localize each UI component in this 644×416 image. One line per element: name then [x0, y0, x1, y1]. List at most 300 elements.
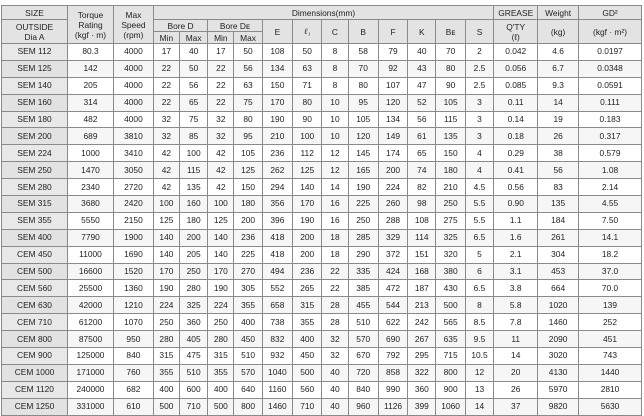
table-cell: 640 — [234, 381, 262, 398]
table-row — [2, 280, 642, 297]
header-s: S — [465, 20, 493, 44]
table-cell: 510 — [234, 348, 262, 365]
table-cell: 1070 — [114, 314, 154, 331]
table-cell: 288 — [378, 212, 407, 229]
table-cell: 472 — [378, 280, 407, 297]
table-cell: 210 — [436, 179, 465, 196]
table-cell: 743 — [579, 348, 642, 365]
table-cell: 61200 — [67, 314, 113, 331]
table-cell: 224 — [208, 297, 234, 314]
table-cell: 100 — [208, 196, 234, 213]
table-cell: 1060 — [436, 398, 465, 415]
table-cell: 80 — [293, 94, 322, 111]
table-cell: 265 — [293, 280, 322, 297]
table-cell: 105 — [348, 111, 378, 128]
header-bore-d-min: Min — [153, 32, 179, 44]
table-cell: 213 — [408, 297, 436, 314]
table-cell: 380 — [436, 263, 465, 280]
header-dia: Dia A — [24, 31, 45, 42]
header-torque-line3: (kgf · m) — [74, 29, 107, 40]
table-cell: 1360 — [114, 280, 154, 297]
table-cell: 610 — [114, 398, 154, 415]
table-cell: 32 — [322, 348, 348, 365]
table-cell: 510 — [348, 314, 378, 331]
table-cell: 3 — [465, 111, 493, 128]
table-cell: 28 — [322, 314, 348, 331]
header-dimensions: Dimensions(mm) — [153, 6, 493, 20]
table-cell: 56 — [538, 162, 579, 179]
table-cell: 4000 — [114, 60, 154, 77]
size-cell: SEM 140 — [2, 77, 68, 94]
size-cell: CEM 560 — [2, 280, 68, 297]
table-cell: 52 — [408, 94, 436, 111]
table-cell: 1900 — [114, 229, 154, 246]
table-cell: 224 — [378, 179, 407, 196]
table-cell: 1160 — [262, 381, 292, 398]
table-row — [2, 398, 642, 415]
table-cell: 290 — [348, 246, 378, 263]
table-cell: 170 — [293, 196, 322, 213]
table-cell: 18 — [322, 246, 348, 263]
table-cell: 7.50 — [579, 212, 642, 229]
table-cell: 315 — [208, 348, 234, 365]
table-cell: 63 — [293, 60, 322, 77]
table-cell: 0.317 — [579, 128, 642, 145]
table-cell: 544 — [378, 297, 407, 314]
table-cell: 355 — [293, 314, 322, 331]
table-cell: 1460 — [538, 314, 579, 331]
table-cell: 0.042 — [494, 44, 538, 61]
table-cell: 22 — [322, 280, 348, 297]
table-cell: 100 — [153, 196, 179, 213]
table-cell: 552 — [262, 280, 292, 297]
table-cell: 100 — [179, 145, 207, 162]
table-cell: 400 — [293, 331, 322, 348]
table-cell: 3.1 — [494, 263, 538, 280]
table-cell: 950 — [114, 331, 154, 348]
table-cell: 74 — [408, 162, 436, 179]
table-cell: 150 — [262, 77, 292, 94]
table-cell: 5 — [465, 246, 493, 263]
table-cell: 1470 — [67, 162, 113, 179]
table-cell: 710 — [179, 398, 207, 415]
table-cell: 250 — [179, 263, 207, 280]
table-cell: 200 — [293, 229, 322, 246]
table-cell: 150 — [436, 145, 465, 162]
table-cell: 0.14 — [494, 111, 538, 128]
size-cell: SEM 200 — [2, 128, 68, 145]
table-cell: 4 — [465, 162, 493, 179]
table-cell: 56 — [234, 60, 262, 77]
table-cell: 139 — [579, 297, 642, 314]
table-cell: 250 — [436, 196, 465, 213]
table-cell: 22 — [322, 263, 348, 280]
table-cell: 14 — [465, 398, 493, 415]
header-torque-line1: Torque — [77, 9, 104, 20]
table-cell: 140 — [208, 246, 234, 263]
table-row — [2, 145, 642, 162]
table-cell: 622 — [378, 314, 407, 331]
table-cell: 500 — [293, 364, 322, 381]
table-cell: 145 — [348, 145, 378, 162]
table-cell: 108 — [408, 212, 436, 229]
table-cell: 40 — [322, 398, 348, 415]
header-max-speed-line3: (rpm) — [123, 29, 144, 40]
table-cell: 87500 — [67, 331, 113, 348]
table-cell: 3 — [465, 128, 493, 145]
table-cell: 570 — [348, 331, 378, 348]
header-weight-unit: (kg) — [538, 20, 579, 44]
table-cell: 170 — [208, 263, 234, 280]
table-cell: 600 — [179, 381, 207, 398]
table-cell: 42 — [153, 145, 179, 162]
table-cell: 80 — [234, 111, 262, 128]
header-weight: Weight — [538, 6, 579, 20]
table-cell: 2340 — [67, 179, 113, 196]
table-cell: 664 — [538, 280, 579, 297]
header-bore-de: Bore Dᴇ — [208, 20, 262, 32]
table-cell: 331000 — [67, 398, 113, 415]
table-cell: 174 — [378, 145, 407, 162]
table-cell: 80.3 — [67, 44, 113, 61]
table-cell: 135 — [436, 128, 465, 145]
table-cell: 510 — [179, 364, 207, 381]
table-cell: 22 — [208, 60, 234, 77]
table-cell: 115 — [179, 162, 207, 179]
table-cell: 4000 — [114, 94, 154, 111]
table-row — [2, 162, 642, 179]
table-cell: 42 — [153, 179, 179, 196]
table-cell: 280 — [153, 331, 179, 348]
table-row — [2, 381, 642, 398]
table-cell: 261 — [538, 229, 579, 246]
table-cell: 170 — [153, 263, 179, 280]
table-cell: 10 — [322, 94, 348, 111]
table-cell: 168 — [408, 263, 436, 280]
table-cell: 9.3 — [538, 77, 579, 94]
table-row — [2, 212, 642, 229]
table-row — [2, 196, 642, 213]
table-cell: 2.5 — [465, 77, 493, 94]
size-cell: SEM 224 — [2, 145, 68, 162]
table-cell: 149 — [378, 128, 407, 145]
table-cell: 355 — [153, 364, 179, 381]
table-cell: 115 — [436, 111, 465, 128]
table-cell: 800 — [234, 398, 262, 415]
table-cell: 42000 — [67, 297, 113, 314]
table-cell: 26 — [494, 381, 538, 398]
table-cell: 832 — [262, 331, 292, 348]
header-grease: GREASE — [494, 6, 538, 20]
table-cell: 2.1 — [494, 246, 538, 263]
table-cell: 190 — [293, 212, 322, 229]
table-cell: 50 — [179, 60, 207, 77]
table-row — [2, 179, 642, 196]
table-cell: 250 — [153, 314, 179, 331]
table-cell: 20 — [494, 364, 538, 381]
table-cell: 840 — [348, 381, 378, 398]
table-cell: 960 — [348, 398, 378, 415]
table-cell: 32 — [153, 111, 179, 128]
table-cell: 399 — [408, 398, 436, 415]
table-cell: 50 — [234, 44, 262, 61]
header-be: Bᴇ — [436, 20, 465, 44]
table-cell: 500 — [153, 398, 179, 415]
table-row — [2, 331, 642, 348]
table-cell: 500 — [208, 398, 234, 415]
table-cell: 14 — [494, 348, 538, 365]
table-cell: 42 — [153, 162, 179, 179]
table-cell: 236 — [262, 145, 292, 162]
table-cell: 236 — [234, 229, 262, 246]
table-cell: 315 — [293, 297, 322, 314]
table-cell: 95 — [234, 128, 262, 145]
header-bore-de-max: Max — [234, 32, 262, 44]
header-f: F — [378, 20, 407, 44]
header-max-speed — [114, 6, 154, 44]
header-gd2: GD² — [579, 6, 642, 20]
table-cell: 42 — [208, 145, 234, 162]
table-cell: 0.0591 — [579, 77, 642, 94]
table-cell: 12 — [322, 162, 348, 179]
header-bore-d: Bore D — [153, 20, 207, 32]
table-cell: 98 — [408, 196, 436, 213]
table-cell: 295 — [408, 348, 436, 365]
table-cell: 720 — [348, 364, 378, 381]
table-cell: 187 — [408, 280, 436, 297]
table-cell: 140 — [208, 229, 234, 246]
table-cell: 18.2 — [579, 246, 642, 263]
table-cell: 200 — [234, 212, 262, 229]
table-row — [2, 263, 642, 280]
table-cell: 1000 — [67, 145, 113, 162]
table-cell: 1210 — [114, 297, 154, 314]
table-cell: 160 — [179, 196, 207, 213]
table-cell: 682 — [114, 381, 154, 398]
table-cell: 25500 — [67, 280, 113, 297]
table-cell: 658 — [262, 297, 292, 314]
table-cell: 710 — [293, 398, 322, 415]
header-outside: OUTSIDE — [15, 21, 54, 32]
table-cell: 125 — [208, 212, 234, 229]
table-cell: 1520 — [114, 263, 154, 280]
table-cell: 304 — [538, 246, 579, 263]
table-cell: 14 — [322, 179, 348, 196]
header-gd2-unit: (kgf · m²) — [579, 20, 642, 44]
table-cell: 5630 — [579, 398, 642, 415]
table-cell: 689 — [67, 128, 113, 145]
table-cell: 108 — [262, 44, 292, 61]
header-k: K — [408, 20, 436, 44]
table-cell: 325 — [436, 229, 465, 246]
table-cell: 32 — [208, 128, 234, 145]
table-cell: 225 — [234, 246, 262, 263]
size-cell: CEM 630 — [2, 297, 68, 314]
table-cell: 200 — [293, 246, 322, 263]
table-cell: 38 — [538, 145, 579, 162]
table-cell: 224 — [153, 297, 179, 314]
table-cell: 32 — [322, 331, 348, 348]
table-cell: 570 — [234, 364, 262, 381]
table-cell: 4000 — [114, 77, 154, 94]
table-cell: 494 — [262, 263, 292, 280]
table-cell: 635 — [436, 331, 465, 348]
table-cell: 0.0197 — [579, 44, 642, 61]
table-cell: 17 — [208, 44, 234, 61]
header-bore-d-max: Max — [179, 32, 207, 44]
table-cell: 11000 — [67, 246, 113, 263]
header-size: SIZE — [2, 6, 68, 20]
table-cell: 1126 — [378, 398, 407, 415]
table-cell: 1690 — [114, 246, 154, 263]
table-cell: 1040 — [262, 364, 292, 381]
table-cell: 3020 — [538, 348, 579, 365]
table-cell: 125 — [153, 212, 179, 229]
table-cell: 22 — [153, 60, 179, 77]
table-cell: 22 — [153, 94, 179, 111]
table-cell: 360 — [408, 381, 436, 398]
table-cell: 19 — [538, 111, 579, 128]
table-cell: 11 — [494, 331, 538, 348]
header-qty-line2: (ℓ) — [511, 31, 520, 42]
table-cell: 14.1 — [579, 229, 642, 246]
table-header — [2, 6, 642, 44]
table-cell: 0.579 — [579, 145, 642, 162]
size-cell: SEM 250 — [2, 162, 68, 179]
table-row — [2, 60, 642, 77]
table-cell: 112 — [293, 145, 322, 162]
size-cell: SEM 400 — [2, 229, 68, 246]
table-cell: 250 — [208, 314, 234, 331]
table-cell: 450 — [234, 331, 262, 348]
table-cell: 2420 — [114, 196, 154, 213]
table-cell: 560 — [293, 381, 322, 398]
table-cell: 37 — [494, 398, 538, 415]
table-cell: 5.5 — [465, 196, 493, 213]
table-cell: 140 — [293, 179, 322, 196]
table-cell: 500 — [436, 297, 465, 314]
table-cell: 670 — [348, 348, 378, 365]
table-cell: 151 — [408, 246, 436, 263]
table-cell: 10 — [322, 128, 348, 145]
table-cell: 2 — [465, 44, 493, 61]
table-row — [2, 44, 642, 61]
table-cell: 315 — [153, 348, 179, 365]
size-cell: CEM 710 — [2, 314, 68, 331]
table-cell: 690 — [378, 331, 407, 348]
table-cell: 4130 — [538, 364, 579, 381]
table-cell: 8.5 — [465, 314, 493, 331]
table-cell: 5.8 — [494, 297, 538, 314]
table-cell: 482 — [67, 111, 113, 128]
table-cell: 105 — [234, 145, 262, 162]
table-cell: 12 — [465, 364, 493, 381]
table-cell: 105 — [436, 94, 465, 111]
header-max-speed-line2: Speed — [121, 19, 146, 30]
header-l1: ℓ₁ — [293, 20, 322, 44]
table-cell: 13 — [465, 381, 493, 398]
table-cell: 356 — [262, 196, 292, 213]
table-cell: 190 — [348, 179, 378, 196]
table-cell: 3410 — [114, 145, 154, 162]
table-cell: 125000 — [67, 348, 113, 365]
table-cell: 5970 — [538, 381, 579, 398]
size-cell: SEM 355 — [2, 212, 68, 229]
table-cell: 70 — [436, 44, 465, 61]
table-cell: 450 — [293, 348, 322, 365]
header-qty — [494, 20, 538, 44]
table-cell: 40 — [322, 381, 348, 398]
header-max-speed-line1: Max — [125, 9, 142, 20]
table-cell: 0.29 — [494, 145, 538, 162]
table-cell: 92 — [378, 60, 407, 77]
table-cell: 360 — [179, 314, 207, 331]
table-cell: 305 — [234, 280, 262, 297]
table-cell: 3050 — [114, 162, 154, 179]
table-cell: 329 — [378, 229, 407, 246]
table-cell: 405 — [179, 331, 207, 348]
table-cell: 475 — [179, 348, 207, 365]
table-cell: 22 — [208, 77, 234, 94]
table-cell: 9.5 — [465, 331, 493, 348]
header-b: B — [348, 20, 378, 44]
header-qty-line1: Q'TY — [506, 21, 526, 32]
table-cell: 205 — [67, 77, 113, 94]
table-cell: 355 — [208, 364, 234, 381]
table-cell: 65 — [408, 145, 436, 162]
table-cell: 322 — [408, 364, 436, 381]
table-cell: 40 — [322, 364, 348, 381]
table-cell: 418 — [262, 229, 292, 246]
table-row — [2, 111, 642, 128]
table-cell: 37.0 — [579, 263, 642, 280]
table-cell: 170 — [262, 94, 292, 111]
table-cell: 0.056 — [494, 60, 538, 77]
size-cell: SEM 160 — [2, 94, 68, 111]
table-cell: 56 — [179, 77, 207, 94]
table-cell: 12 — [322, 145, 348, 162]
table-cell: 205 — [179, 246, 207, 263]
table-row — [2, 77, 642, 94]
table-cell: 1440 — [579, 364, 642, 381]
table-cell: 135 — [179, 179, 207, 196]
size-cell: SEM 315 — [2, 196, 68, 213]
table-cell: 16600 — [67, 263, 113, 280]
table-cell: 200 — [378, 162, 407, 179]
table-cell: 792 — [378, 348, 407, 365]
size-cell: SEM 112 — [2, 44, 68, 61]
table-cell: 8 — [322, 77, 348, 94]
table-cell: 43 — [408, 60, 436, 77]
table-cell: 6 — [465, 263, 493, 280]
table-cell: 372 — [378, 246, 407, 263]
table-cell: 42 — [208, 162, 234, 179]
table-cell: 400 — [234, 314, 262, 331]
table-cell: 325 — [179, 297, 207, 314]
table-cell: 40 — [408, 44, 436, 61]
table-cell: 355 — [234, 297, 262, 314]
table-cell: 2090 — [538, 331, 579, 348]
table-cell: 47 — [408, 77, 436, 94]
table-cell: 17 — [153, 44, 179, 61]
table-cell: 190 — [153, 280, 179, 297]
table-cell: 418 — [262, 246, 292, 263]
table-cell: 335 — [348, 263, 378, 280]
table-cell: 180 — [179, 212, 207, 229]
table-cell: 80 — [436, 60, 465, 77]
table-cell: 83 — [538, 179, 579, 196]
table-cell: 236 — [293, 263, 322, 280]
